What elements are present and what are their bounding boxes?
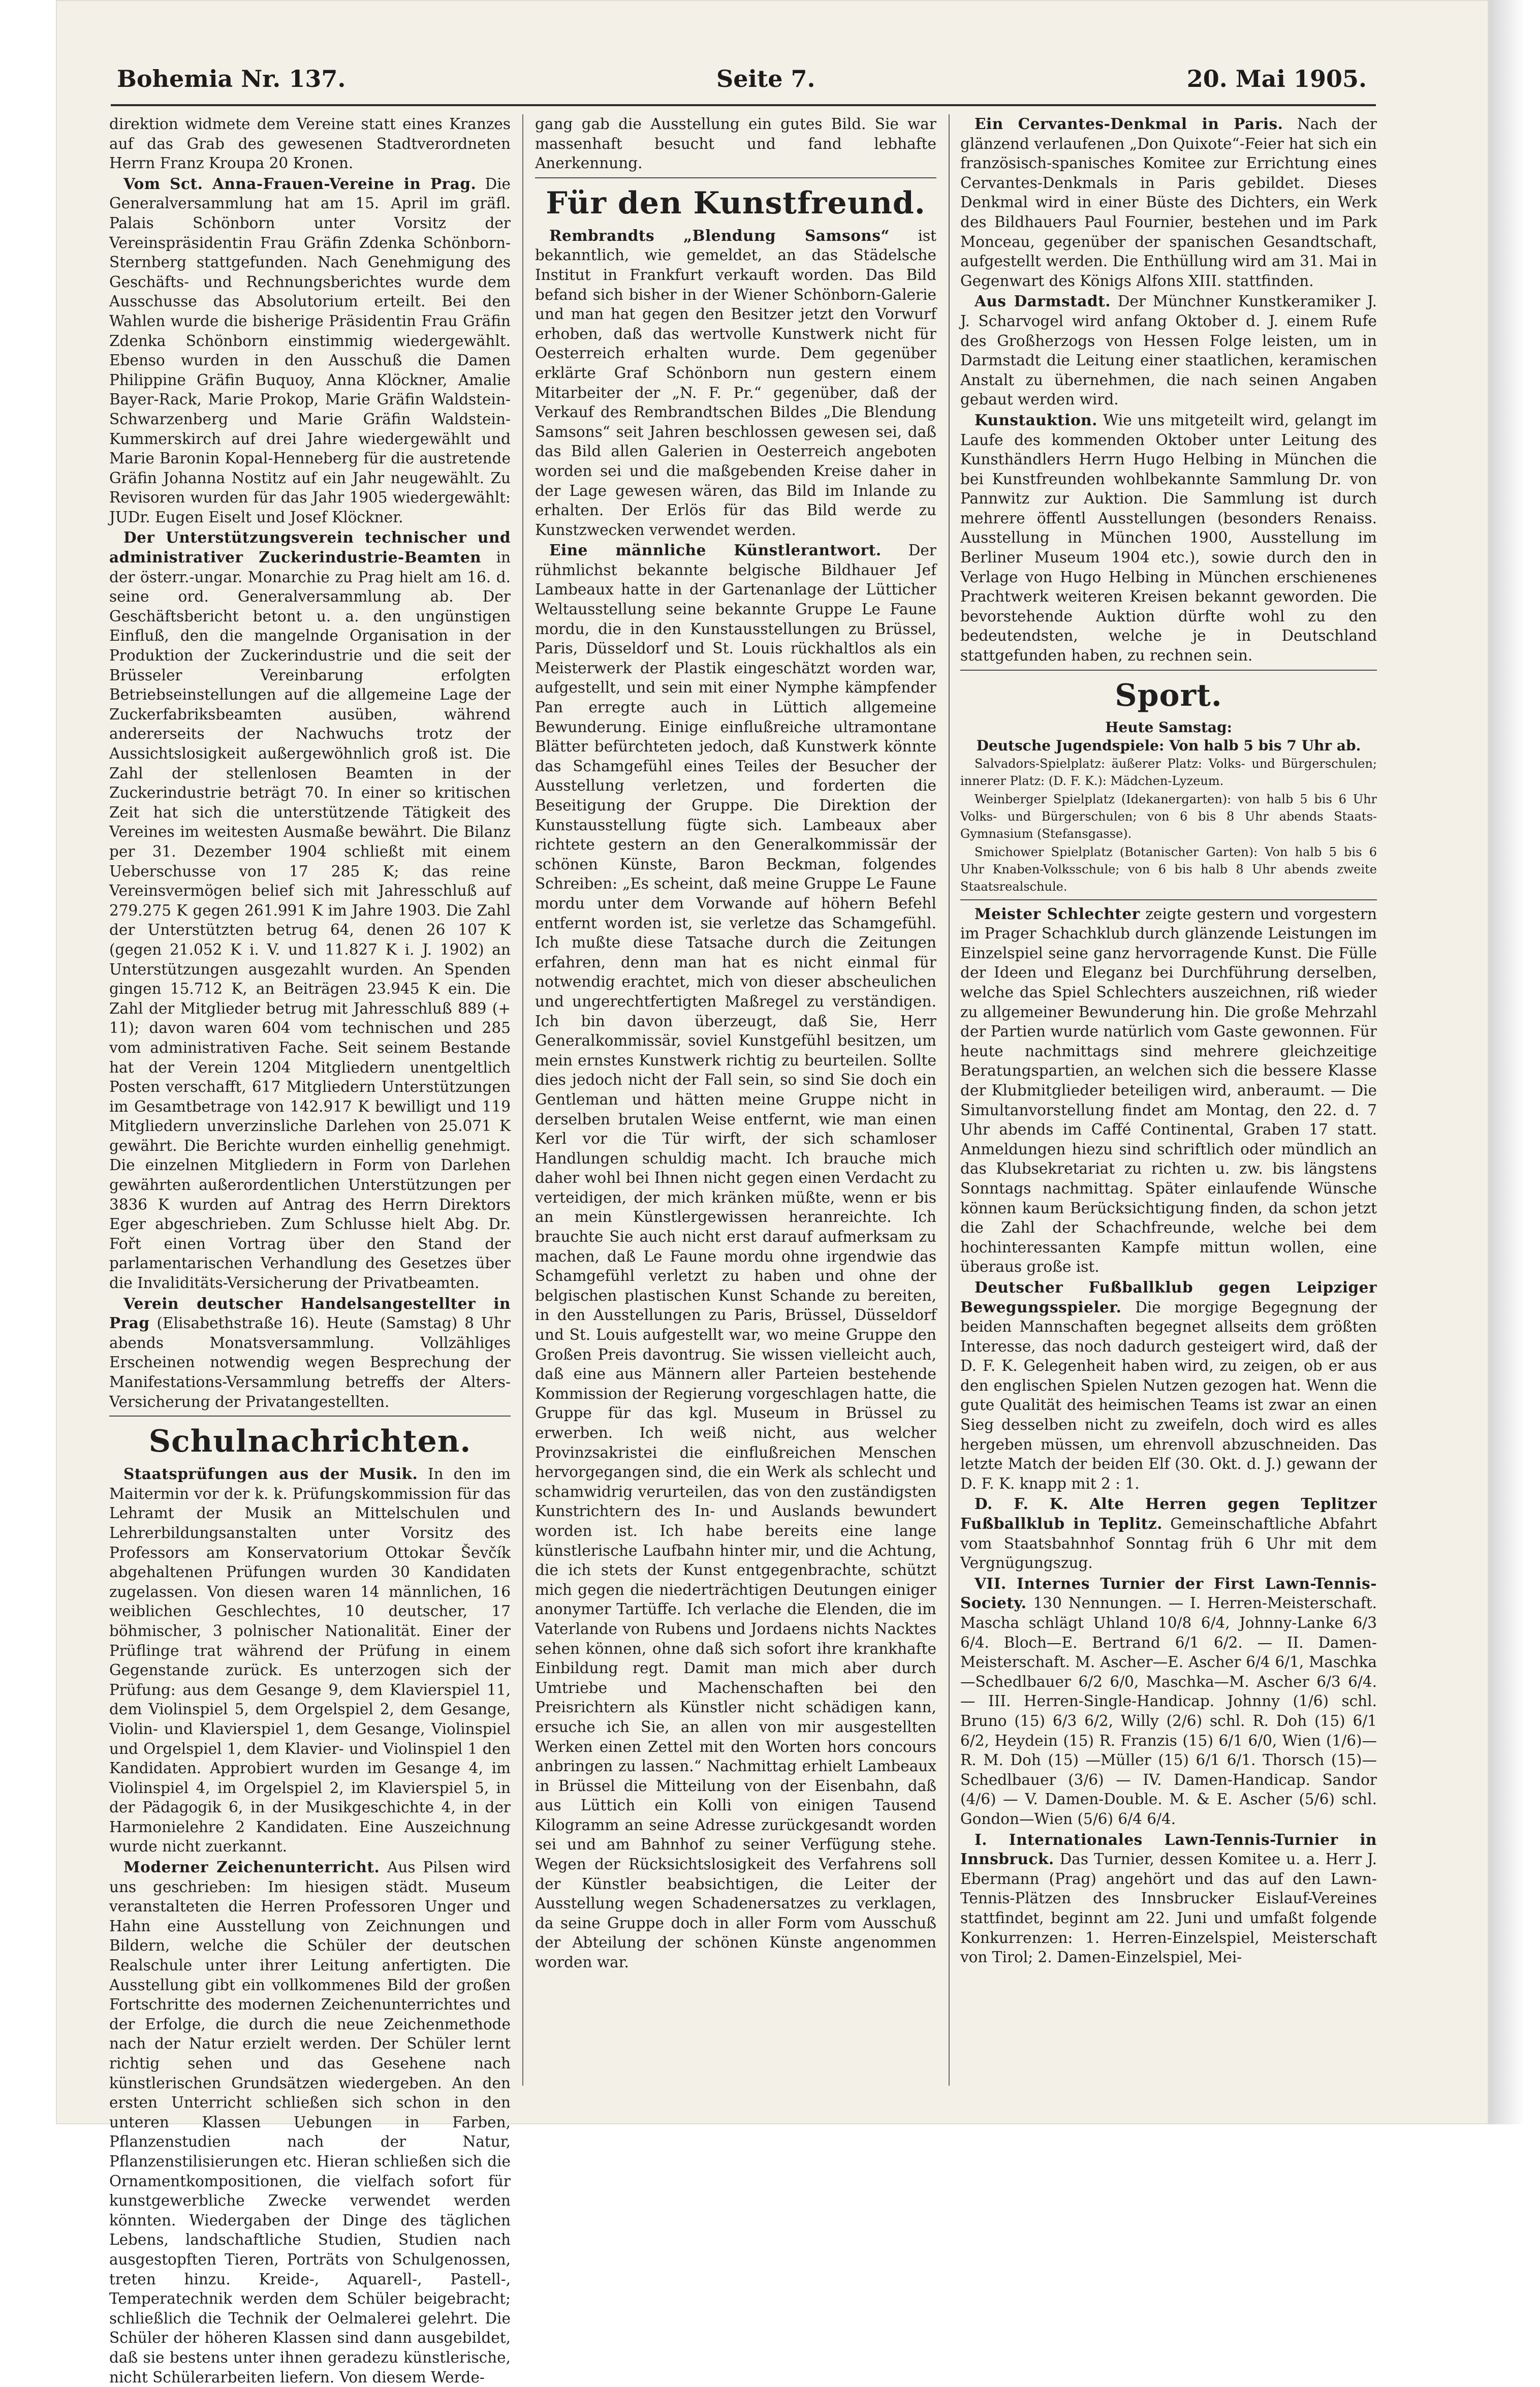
article-zuckerindustrie-beamten	[109, 528, 511, 1293]
article-text: (Elisabethstraße 16). Heute (Samstag) 8 Uhr abends Monatsversammlung. Vollzähliges Erscheinen notwendig wegen Besprechung der Manifestations-Versammlung betreffs der Alters-Versicherung der Privatangestellten.	[109, 1314, 511, 1410]
article-heading: Moderner Zeichenunterricht.	[123, 1858, 380, 1876]
article-text: ist bekanntlich, wie gemeldet, an das Städelsche Institut in Frankfurt verkauft worden. Das Bild befand sich bisher in der Wiener Schönborn-Galerie und man hat gegen den Besitzer jetzt den Vorwurf erhoben, daß das wertvolle Kunstwerk nicht für Oesterreich erhalten wurde. Dem gegenüber erklärte Graf Schönborn nun gestern einem Mitarbeiter der „N. F. Pr.“ gegenüber, daß der Verkauf des Rembrandtschen Bildes „Die Blendung Samsons“ seit Jahren beschlossen gewesen sei, daß das Bild allen Galerien in Oesterreich angeboten worden sei und die maßgebenden Kreise daher in der Lage gewesen wären, das Bild im Inlande zu erhalten. Der Erlös für das Bild werde zu Kunstzwecken verwendet werden.	[535, 227, 936, 539]
article-heading: VII. Internes Turnier der First Lawn-Tennis-Society.	[960, 1574, 1377, 1612]
article-text: Aus Pilsen wird uns geschrieben: Im hiesigen städt. Museum veranstalteten die Herren Professoren Unger und Hahn eine Ausstellung von Zeichnungen und Bildern, welche die Schüler der deutschen Realschule unter ihrer Leitung anfertigten. Die Ausstellung gibt ein vollkommenes Bild der großen Fortschritte des modernen Zeichenunterrichtes und der Erfolge, die durch die neue Zeichenmethode nach der Natur erzielt werden. Der Schüler lernt richtig sehen und das Gesehene nach künstlerischen Grundsätzen wiedergeben. An den ersten Unterricht schließen sich schon in den unteren Klassen Uebungen in Farben, Pflanzenstudien nach der Natur, Pflanzenstilisierungen etc. Hieran schließen sich die Ornamentkompositionen, die vielfach sofort für kunstgewerbliche Zwecke verwendet werden könnten. Wiedergaben der Dinge des täglichen Lebens, landschaftliche Studien, Studien nach ausgestopften Tieren, Porträts von Schulgenossen, treten hinzu. Kreide-, Aquarell-, Pastell-, Temperatechnik werden dem Schüler beigebracht; schließlich die Technik der Oelmalerei gelehrt. Die Schüler der höheren Klassen sind dann ausgebildet, daß sie bestens unter ihnen geradezu künstlerische, nicht Schülerarbeiten liefern. Von diesem Werde-	[109, 1859, 511, 2386]
article-heading: Meister Schlechter	[975, 904, 1140, 923]
article-heading: Der Unterstützungsverein technischer und administrativer Zuckerindustrie-Beamten	[109, 528, 511, 567]
article-text: in der österr.-ungar. Monarchie zu Prag hielt am 16. d. seine ord. Generalversammlung ab. Der Geschäftsbericht betont u. a. den ungünstigen Einfluß, den die mangelnde Organisation in der Produktion der Zuckerindustrie und die seit der Brüsseler Vereinbarung erfolgten Betriebseinstellungen auf die allgemeine Lage der Zuckerfabriksbeamten ausüben, während andererseits der Nachwuchs trotz der Aussichtslosigkeit außergewöhnlich groß ist. Die Zahl der stellenlosen Beamten in der Zuckerindustrie beträgt 70. In einer so kritischen Zeit hat sich die unterstützende Tätigkeit des Vereines im weitesten Ausmaße bewährt. Die Bilanz per 31. Dezember 1904 schließt mit einem Ueberschusse von 17 285 K; das reine Vereinsvermögen belief sich mit Jahresschluß auf 279.275 K gegen 261.991 K im Jahre 1903. Die Zahl der Unterstützten betrug 64, denen 26 107 K (gegen 21.052 K i. V. und 11.827 K i. J. 1902) an Unterstützungen ausgezahlt wurden. An Spenden gingen 15.712 K, an Beiträgen 23.945 K ein. Die Zahl der Mitglieder betrug mit Jahresschluß 889 (+ 11); davon waren 604 vom technischen und 285 vom administrativen Fache. Seit seinem Bestande hat der Verein 1204 Mitgliedern unentgeltlich Posten verschafft, 617 Mitgliedern Unterstützungen im Gesamtbetrage von 142.917 K bewilligt und 119 Mitgliedern unverzinsliche Darlehen von 25.071 K gewährt. Die Berichte wurden einhellig genehmigt. Die einzelnen Mitgliedern in Form von Darlehen gewährten außerordentlichen Unterstützungen per 3836 K wurden auf Antrag des Herrn Direktors Eger abgeschrieben. Zum Schlusse hielt Abg. Dr. Fořt einen Vortrag über den Stand der parlamentarischen Verhandlung des Gesetzes über die Invaliditäts-Versicherung der Privatbeamten.	[109, 549, 511, 1292]
article-text: 130 Nennungen. — I. Herren-Meisterschaft. Mascha schlägt Uhland 10/8 6/4, Johnny-Lanke 6/3 6/4. Bloch—E. Bertrand 6/1 6/2. — II. Damen-Meisterschaft. M. Ascher—E. Ascher 6/4 6/1, Maschka—Schedlbauer 6/2 6/0, Maschka—M. Ascher 6/3 6/4. — III. Herren-Single-Handicap. Johnny (1/6) schl. Bruno (15) 6/3 6/2, Willy (2/6) schl. R. Doh (15) 6/1 6/2, Heydein (15) R. Franzis (15) 6/1 6/0, Wien (1/6)—R. M. Doh (15) —Müller (15) 6/1 6/1. Thorsch (15)—Schedlbauer (3/6) — IV. Damen-Handicap. Sandor (4/6) — V. Damen-Double. M. & E. Ascher (5/6) schl. Gondon—Wien (5/6) 6/4 6/4.	[960, 1594, 1377, 1828]
section-rule	[960, 899, 1377, 900]
article-text: Wie uns mitgeteilt wird, gelangt im Laufe des kommenden Oktober unter Leitung des Kunsthändlers Herrn Hugo Helbing in München die bei Kunstfreunden wohlbekannte Sammlung Dr. von Pannwitz zur Auktion. Die Sammlung ist durch mehrere öffentl Ausstellungen (besonders Renaiss. Ausstellung in München 1900, Ausstellung im Berliner Museum 1904 etc.), sowie durch den in Verlage von Hugo Helbing in München erschienenes Prachtwerk weiteren Kreisen bekannt geworden. Die bevorstehende Auktion dürfte wohl zu den bedeutendsten, welche je in Deutschland stattgefunden haben, zu rechnen sein.	[960, 411, 1377, 665]
article-heading: Kunstauktion.	[975, 411, 1097, 429]
article-vom-anna-frauen-verein	[109, 174, 511, 527]
article-heading: Verein deutscher Handelsangestellter in Prag	[109, 1294, 511, 1332]
article-schlechter	[960, 904, 1377, 1277]
section-rule	[535, 177, 936, 178]
article-heading: Vom Sct. Anna-Frauen-Vereine in Prag.	[123, 174, 477, 193]
article-text: gang gab die Ausstellung ein gutes Bild. Sie war massenhaft besucht und fand lebhafte Anerkennung.	[535, 115, 936, 172]
article-alte-herren	[960, 1494, 1377, 1573]
article-text: Der rühmlichst bekannte belgische Bildhauer Jef Lambeaux hatte in der Gartenanlage der Lütticher Weltausstellung seine bekannte Gruppe Le Faune mordu, die in den Kunstausstellungen zu Brüssel, Paris, Düsseldorf und St. Louis rückhaltlos als ein Meisterwerk der Plastik eingeschätzt worden war, aufgestellt, und sein mit einer Nymphe kämpfender Pan erregte auch in Lüttich allgemeine Bewunderung. Einige einflußreiche ultramontane Blätter befürchteten jedoch, daß Kunstwerk könnte das Schamgefühl eines Teiles der Besucher der Ausstellung verletzen, und forderten die Beseitigung der Gruppe. Die Direktion der Kunstausstellung fügte sich. Lambeaux aber richtete gestern an den Generalkommissär der schönen Künste, Baron Beckman, folgendes Schreiben: „Es scheint, daß meine Gruppe Le Faune mordu unter dem Vorwande auf höhern Befehl entfernt worden ist, sie verletze das Schamgefühl. Ich mußte diese Tatsache durch die Zeitungen erfahren, denn man hat es nicht einmal für notwendig erachtet, mich von dieser abscheulichen und ungerechtfertigten Maßregel zu verständigen. Ich bin davon überzeugt, daß Sie, Herr Generalkommissär, soviel Kunstgefühl besitzen, um mein ernstes Kunstwerk richtig zu beurteilen. Sollte dies jedoch nicht der Fall sein, so sind Sie doch ein Gentleman und hätten meine Gruppe nicht in derselben brutalen Weise entfernt, wie man einen Kerl vor die Tür wirft, der sich schamloser Handlungen schuldig macht. Ich brauche mich daher wohl bei Ihnen nicht gegen einen Verdacht zu verteidigen, der mich kränken müßte, wenn er bis an mein Künstlergewissen heranreichte. Ich brauchte Sie auch nicht erst darauf aufmerksam zu machen, daß Le Faune mordu ohne irgendwie das Schamgefühl verletzt zu haben und ohne der belgischen plastischen Kunst Schande zu bereiten, in den Ausstellungen zu Paris, Brüssel, Düsseldorf und St. Louis aufgestellt war, wo meine Gruppe den Großen Preis davontrug. Sie wissen vielleicht auch, daß eine aus Männern aller Parteien bestehende Kommission der Regierung vorgeschlagen hatte, die Gruppe für das kgl. Museum in Brüssel zu erwerben. Ich weiß nicht, aus welcher Provinzsakristei die einflußreichen Menschen hervorgegangen sind, die ein Werk als schlecht und schamwidrig verurteilen, das von den zuständigsten Kunstrichtern des In- und Auslands bewundert worden ist. Ich habe bereits eine lange künstlerische Laufbahn hinter mir, und die Achtung, die ich stets der Kunst entgegenbrachte, schützt mich gegen die niederträchtigen Deutungen einiger anonymer Tartüffe. Ich verlache die Elenden, die im Vaterlande von Rubens und Jordaens nichts Nacktes sehen können, ohne daß sich sofort ihre krankhafte Einbildung regt. Damit man mich aber durch Umtriebe und Machenschaften bei den Preisrichtern als Künstler nicht schädigen kann, ersuche ich Sie, an allen von mir ausgestellten Werken einen Zettel mit den Worten hors concours anbringen zu lassen.“ Nachmittag erhielt Lambeaux in Brüssel die Mitteilung von der Eisenbahn, daß aus Lüttich ein Kolli von einigen Tausend Kilogramm an seine Adresse zurückgesandt worden sei und am Bahnhof zu seiner Verfügung stehe. Wegen der Rücksichtslosigkeit des Verfahrens soll der Künstler beabsichtigen, die Leiter der Ausstellung wegen Schadenersatzes zu verklagen, da seine Gruppe doch in aller Form vom Ausschuß der Abteilung der schönen Künste angenommen worden war.	[535, 542, 936, 1971]
column-divider-1	[522, 114, 523, 2086]
section-title-sport: Sport.	[1115, 677, 1222, 713]
section-rule	[109, 1416, 511, 1417]
scan-edge-shadow	[1489, 0, 1540, 2124]
article-zeichenunterricht	[109, 1858, 511, 2387]
article-heading: Rembrandts „Blendung Samsons“	[549, 226, 890, 244]
page-header	[117, 65, 1367, 98]
article-staatspruefungen	[109, 1464, 511, 1857]
article-heading: Aus Darmstadt.	[975, 292, 1111, 310]
article-text: Gemeinschaftliche Abfahrt vom Staatsbahnhof Sonntag früh 6 Uhr mit dem Vergnügungszug.	[960, 1515, 1377, 1572]
header-date: 20. Mai 1905.	[1186, 65, 1367, 92]
article-text: Das Turnier, dessen Komitee u. a. Herr J. Ebermann (Prag) angehört und das auf den Lawn-Tennis-Plätzen des Innsbrucker Eislauf-Vereines stattfindet, beginnt am 22. Juni und umfaßt folgende Konkurrenzen: 1. Herren-Einzelspiel, Meisterschaft von Tirol; 2. Damen-Einzelspiel, Mei-	[960, 1850, 1377, 1966]
column-2	[535, 114, 936, 2086]
article-text: Der Münchner Kunstkeramiker J. J. Scharvogel wird anfang Oktober d. J. einem Rufe des Großherzogs von Hessen Folge leisten, um in Darmstadt die Leitung einer staatlichen, keramischen Anstalt zu übernehmen, die nach seinen Angaben gebaut werden wird.	[960, 293, 1377, 409]
article-text: Nach der glänzend verlaufenen „Don Quixote“-Feier hat sich ein französisch-spanisches Komitee zur Errichtung eines Cervantes-Denkmals in Paris gebildet. Dieses Denkmal wird in einer Büste des Dichters, ein Werk des Bildhauers Paul Fournier, bestehen und im Park Monceau, gegenüber der spanischen Gesandtschaft, aufgestellt werden. Die Enthüllung wird am 31. Mai in Gegenwart des Königs Alfons XIII. stattfinden.	[960, 115, 1377, 290]
article-fussballklub	[960, 1278, 1377, 1494]
article-text: zeigte gestern und vorgestern im Prager Schachklub durch glänzende Leistungen im Einzelspiel seine ganz hervorragende Kunst. Die Fülle der Ideen und Eleganz bei Durchführung derselben, welche das Spiel Schlechters auszeichnen, riß wieder zu allgemeiner Bewunderung hin. Die große Mehrzahl der Partien wurde natürlich vom Gaste gewonnen. Für heute nachmittags sind mehrere gleichzeitige Beratungspartien, an welchen sich die bessere Klasse der Klubmitglieder beteiligen wird, anberaumt. — Die Simultanvorstellung findet am Montag, den 22. d. 7 Uhr abends im Caffé Continental, Graben 17 statt. Anmeldungen hiezu sind schriftlich oder mündlich an das Klubsekretariat zu richten u. zw. bis längstens Sonntags nachmittag. Später einlaufende Wünsche können kaum Berücksichtigung finden, da schon jetzt die Zahl der Schachfreunde, welche bei dem hochinteressanten Kampfe mittun wollen, eine überaus große ist.	[960, 905, 1377, 1276]
section-title-schulnachrichten: Schulnachrichten.	[148, 1424, 472, 1460]
article-handelsangestellter	[109, 1294, 511, 1412]
article-heading: I. Internationales Lawn-Tennis-Turnier in Innsbruck.	[960, 1830, 1377, 1868]
column-3	[960, 114, 1377, 2086]
sport-jugendspiele-heading: Deutsche Jugendspiele: Von halb 5 bis 7 Uhr ab.	[976, 737, 1361, 754]
header-rule	[111, 104, 1376, 106]
article-kunstauktion	[960, 411, 1377, 666]
article-text: In den im Maitermin vor der k. k. Prüfungskommission für das Lehramt der Musik an Mittelschulen und Lehrerbildungsanstalten unter Vorsitz des Professors am Konservatorium Ottokar Ševčík abgehaltenen Prüfungen wurden 30 Kandidaten zugelassen. Von diesen waren 14 männlichen, 16 weiblichen Geschlechtes, 10 deutscher, 17 böhmischer, 3 polnischer Nationalität. Einer der Prüflinge trat während der Prüfung in einem Gegenstande zurück. Es unterzogen sich der Prüfung: aus dem Gesange 9, dem Klavierspiel 11, dem Violinspiel 5, dem Orgelspiel 2, dem Gesange, Violin- und Klavierspiel 1, dem Gesange, Violinspiel und Orgelspiel 1, dem Klavier- und Violinspiel 1 den Kandidaten. Approbiert wurden im Gesange 4, im Violinspiel 4, im Orgelspiel 2, im Klavierspiel 5, in der Pädagogik 6, in der Musikgeschichte 4, in der Harmonielehre 2 Kandidaten. Eine Auszeichnung wurde nicht zuerkannt.	[109, 1465, 511, 1856]
article-text: Die morgige Begegnung der beiden Mannschaften begegnet allseits dem größten Interesse, das noch dadurch gesteigert wird, daß der D. F. K. Gelegenheit haben wird, zu zeigen, ob er aus den englischen Spielen Nutzen gezogen hat. Wenn die gute Qualität des heimischen Teams ist zwar an einen Sieg desselben nicht zu zweifeln, doch wird es alles hergeben müssen, um ehrenvoll abzuschneiden. Das letzte Match der beiden Elf (30. Okt. d. J.) gewann der D. F. K. knapp mit 2 : 1.	[960, 1298, 1377, 1492]
article-heading: D. F. K. Alte Herren gegen Teplitzer Fußballklub in Teplitz.	[960, 1495, 1377, 1533]
sport-schedule-weinberge: Weinberger Spielplatz (Idekanergarten): von halb 5 bis 6 Uhr Volks- und Bürgerschulen; von 6 bis 8 Uhr abends Staats-Gymnasium (Stefansgasse).	[960, 792, 1377, 841]
article-kuenstlerantwort	[535, 541, 936, 1972]
column-1	[109, 114, 511, 2386]
article-rembrandt	[535, 226, 936, 540]
sport-schedule-smichow: Smichower Spielplatz (Botanischer Garten): Von halb 5 bis 6 Uhr Knaben-Volksschule; von 6 bis halb 8 Uhr abends zweite Staatsrealschule.	[960, 844, 1377, 894]
article-text: direktion widmete dem Vereine statt eines Kranzes auf das Grab des gewesenen Stadtverordneten Herrn Franz Kroupa 20 Kronen.	[109, 115, 511, 172]
article-heading: Deutscher Fußballklub gegen Leipziger Bewegungsspieler.	[960, 1278, 1377, 1316]
article-cervantes	[960, 114, 1377, 291]
article-text: Die Generalversammlung hat am 15. April im gräfl. Palais Schönborn unter Vorsitz der Vereinspräsidentin Frau Gräfin Zdenka Schönborn-Sternberg stattgefunden. Nach Genehmigung des Geschäfts- und Rechnungsberichtes wurde dem Ausschusse das Absolutorium erteilt. Bei den Wahlen wurde die bisherige Präsidentin Frau Gräfin Zdenka Schönborn einstimmig wiedergewählt. Ebenso wurden in den Ausschuß die Damen Philippine Gräfin Buquoy, Anna Klöckner, Amalie Bayer-Rack, Marie Prokop, Marie Gräfin Waldstein-Schwarzenberg und Marie Gräfin Waldstein-Kummerskirch auf drei Jahre wiedergewählt und Marie Baronin Kopal-Henneberg für die austretende Gräfin Johanna Nostitz auf ein Jahr neugewählt. Zu Revisoren wurden für das Jahr 1905 wiedergewählt: JUDr. Eugen Eiselt und Josef Klöckner.	[109, 175, 511, 526]
section-rule	[960, 670, 1377, 671]
article-heading: Eine männliche Künstlerantwort.	[549, 541, 882, 559]
article-heading: Staatsprüfungen aus der Musik.	[123, 1465, 418, 1483]
article-darmstadt	[960, 292, 1377, 410]
article-innsbruck-turnier	[960, 1830, 1377, 1967]
article-heading: Ein Cervantes-Denkmal in Paris.	[975, 115, 1283, 133]
article-lawn-tennis-society	[960, 1574, 1377, 1829]
sport-schedule-salvador: Salvadors-Spielplatz: äußerer Platz: Volks- und Bürgerschulen; innerer Platz: (D. F. K.): Mädchen-Lyzeum.	[960, 756, 1377, 788]
column-divider-2	[949, 114, 950, 2086]
sport-subheading: Heute Samstag:	[1105, 718, 1232, 736]
section-title-kunstfreund: Für den Kunstfreund.	[546, 185, 926, 221]
header-page-number: Seite 7.	[716, 65, 815, 92]
header-paper-issue: Bohemia Nr. 137.	[117, 65, 346, 92]
